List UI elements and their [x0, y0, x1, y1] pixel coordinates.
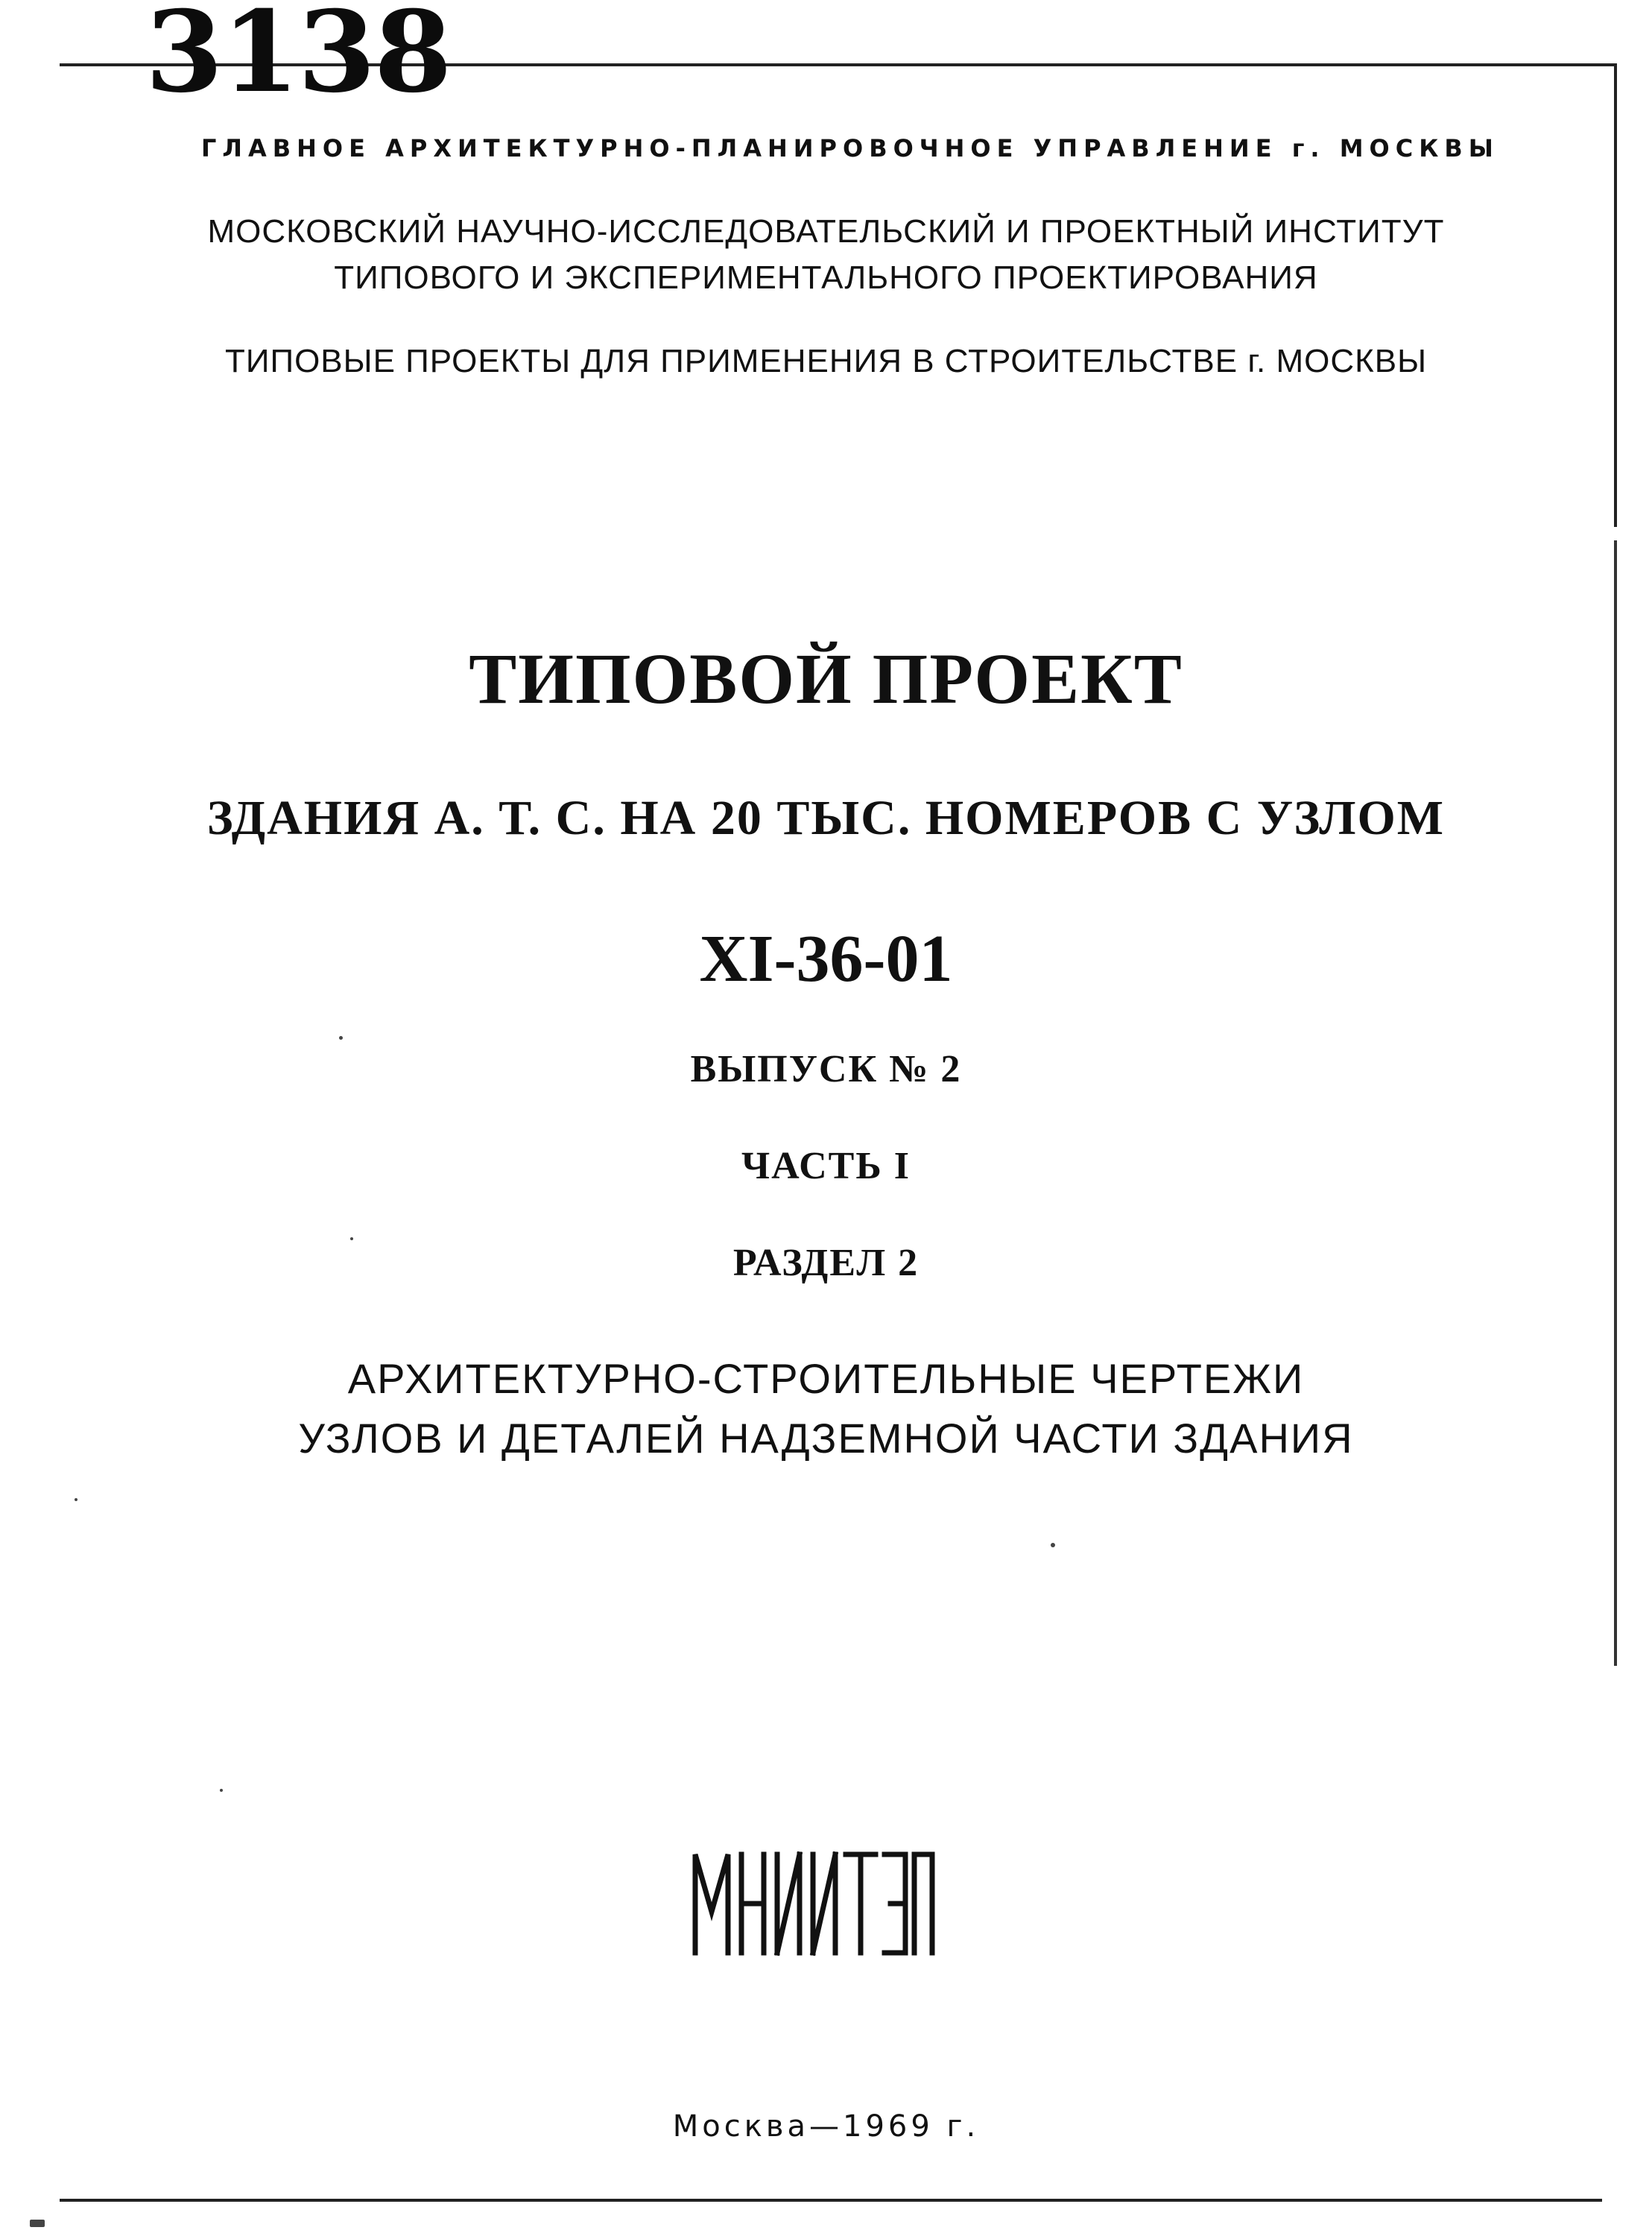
frame-bottom-line — [60, 2199, 1602, 2202]
scan-speck — [350, 1237, 353, 1240]
series-line: ТИПОВЫЕ ПРОЕКТЫ ДЛЯ ПРИМЕНЕНИЯ В СТРОИТЕЛЬСТВЕ г. МОСКВЫ — [224, 343, 1428, 379]
scan-speck — [339, 1036, 343, 1040]
authority-line: ГЛАВНОЕ АРХИТЕКТУРНО-ПЛАНИРОВОЧНОЕ УПРАВЛЕНИЕ г. МОСКВЫ — [201, 134, 1499, 162]
description-line-1: АРХИТЕКТУРНО-СТРОИТЕЛЬНЫЕ ЧЕРТЕЖИ — [347, 1355, 1305, 1402]
institute-line-2: ТИПОВОГО И ЭКСПЕРИМЕНТАЛЬНОГО ПРОЕКТИРОВАНИЯ — [334, 259, 1318, 296]
mniitep-logo — [689, 1841, 935, 1960]
section-description — [0, 1349, 1652, 1468]
scan-speck — [75, 1498, 77, 1501]
project-code: XI-36-01 — [699, 922, 953, 996]
document-number: 3138 — [145, 0, 451, 118]
scan-speck — [1051, 1543, 1055, 1547]
document-title: ТИПОВОЙ ПРОЕКТ — [469, 639, 1183, 719]
scan-speck — [30, 2220, 45, 2227]
issue-number: ВЫПУСК № 2 — [690, 1048, 962, 1090]
document-subtitle: ЗДАНИЯ А. Т. С. НА 20 ТЫС. НОМЕРОВ С УЗЛОМ — [206, 791, 1446, 845]
part-number: ЧАСТЬ I — [741, 1145, 911, 1187]
institute-name — [0, 209, 1652, 301]
description-line-2: УЗЛОВ И ДЕТАЛЕЙ НАДЗЕМНОЙ ЧАСТИ ЗДАНИЯ — [298, 1415, 1354, 1462]
city-and-year: Москва—1969 г. — [672, 2109, 980, 2144]
scan-speck — [220, 1789, 223, 1792]
section-number: РАЗДЕЛ 2 — [732, 1242, 920, 1284]
institute-line-1: МОСКОВСКИЙ НАУЧНО-ИССЛЕДОВАТЕЛЬСКИЙ И ПРОЕКТНЫЙ ИНСТИТУТ — [207, 213, 1445, 250]
